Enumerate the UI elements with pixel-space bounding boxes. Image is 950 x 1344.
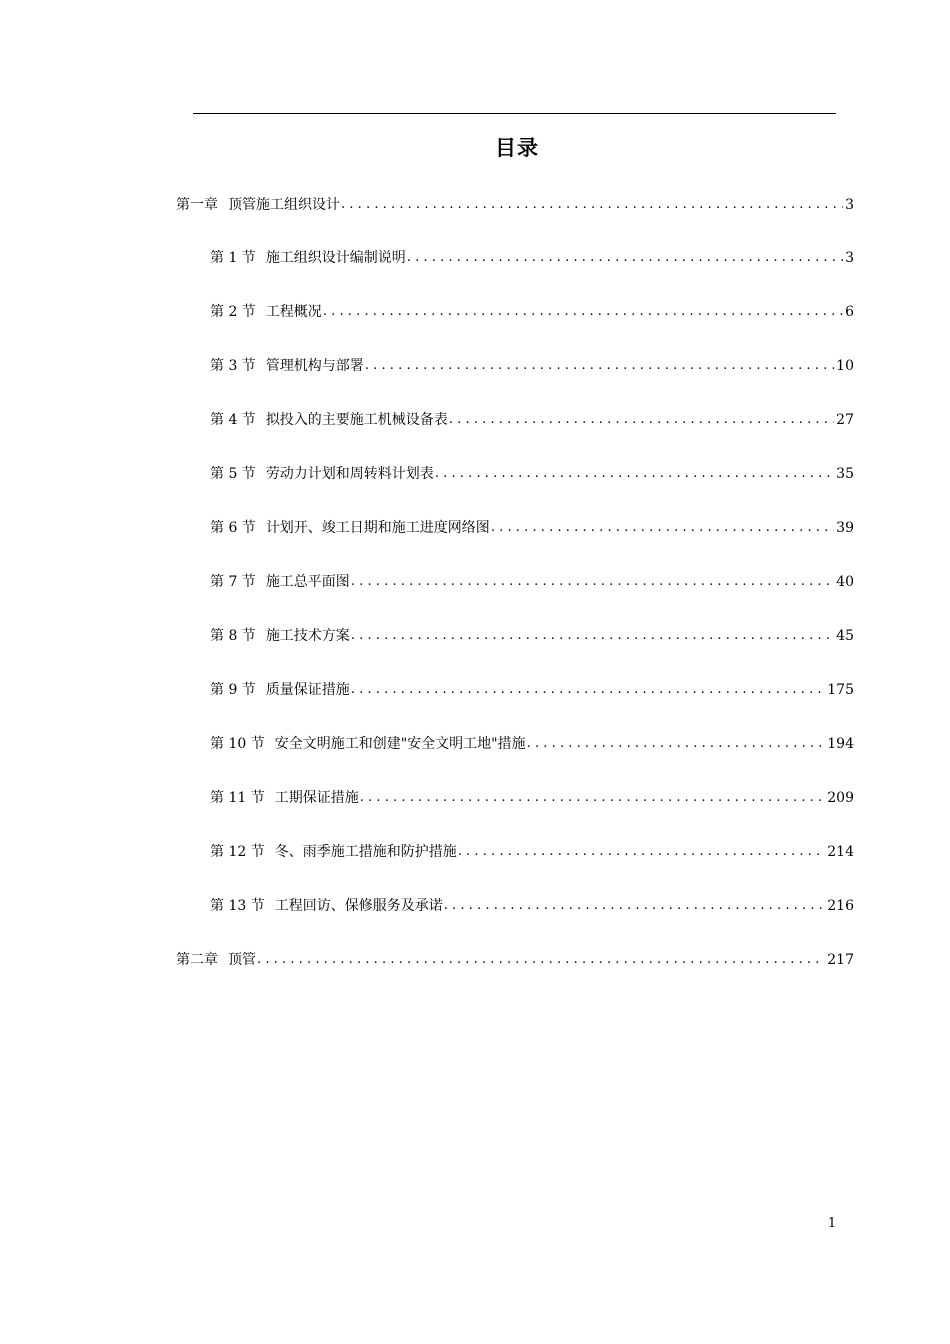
toc-entry-page: 175 bbox=[827, 682, 854, 698]
toc-entry-number: 第 2 节 bbox=[210, 304, 256, 320]
toc-dot-leader bbox=[407, 248, 843, 268]
toc-dot-leader bbox=[351, 626, 834, 646]
toc-entry-title: 拟投入的主要施工机械设备表 bbox=[265, 412, 448, 428]
toc-entry-page: 10 bbox=[836, 358, 854, 374]
page-number: 1 bbox=[827, 1216, 837, 1231]
toc-entry-title: 管理机构与部署 bbox=[265, 358, 364, 374]
toc-entry-title: 质量保证措施 bbox=[265, 682, 350, 698]
toc-entry-title: 安全文明施工和创建"安全文明工地"措施 bbox=[274, 736, 526, 752]
toc-entry-page: 216 bbox=[827, 898, 854, 914]
toc-entry-section-9[interactable] bbox=[210, 680, 854, 700]
toc-entry-page: 35 bbox=[836, 466, 854, 482]
toc-dot-leader bbox=[341, 195, 843, 215]
toc-entry-number: 第 3 节 bbox=[210, 358, 256, 374]
toc-entry-section-6[interactable] bbox=[210, 518, 854, 538]
toc-entry-number: 第 11 节 bbox=[210, 790, 265, 806]
toc-dot-leader bbox=[351, 680, 825, 700]
toc-entry-number: 第 7 节 bbox=[210, 574, 256, 590]
toc-entry-title: 工程回访、保修服务及承诺 bbox=[274, 898, 443, 914]
toc-entry-page: 39 bbox=[836, 520, 854, 536]
toc-entry-title: 顶管 bbox=[228, 952, 256, 968]
toc-entry-title: 施工总平面图 bbox=[265, 574, 350, 590]
toc-entry-page: 214 bbox=[827, 844, 854, 860]
toc-entry-page: 3 bbox=[845, 250, 854, 266]
toc-entry-number: 第 6 节 bbox=[210, 520, 256, 536]
toc-entry-number: 第 9 节 bbox=[210, 682, 256, 698]
toc-dot-leader bbox=[365, 356, 834, 376]
toc-entry-section-5[interactable] bbox=[210, 464, 854, 484]
toc-dot-leader bbox=[435, 464, 834, 484]
toc-dot-leader bbox=[351, 572, 834, 592]
toc-entry-title: 施工组织设计编制说明 bbox=[265, 250, 406, 266]
toc-entry-page: 27 bbox=[836, 412, 854, 428]
toc-dot-leader bbox=[458, 842, 826, 862]
toc-entry-page: 194 bbox=[827, 736, 854, 752]
toc-entry-number: 第 12 节 bbox=[210, 844, 265, 860]
toc-entry-page: 40 bbox=[836, 574, 854, 590]
toc-entry-number: 第二章 bbox=[176, 952, 218, 968]
toc-entry-title: 计划开、竣工日期和施工进度网络图 bbox=[265, 520, 490, 536]
toc-entry-page: 3 bbox=[845, 197, 854, 213]
toc-dot-leader bbox=[323, 302, 843, 322]
toc-dot-leader bbox=[527, 734, 826, 754]
toc-entry-chapter-2[interactable] bbox=[176, 950, 854, 970]
toc-title: 目录 bbox=[495, 136, 539, 160]
toc-entry-page: 217 bbox=[827, 952, 854, 968]
toc-entry-title: 施工技术方案 bbox=[265, 628, 350, 644]
toc-entry-page: 209 bbox=[827, 790, 854, 806]
toc-entry-number: 第 5 节 bbox=[210, 466, 256, 482]
toc-entry-page: 45 bbox=[836, 628, 854, 644]
toc-entry-number: 第 10 节 bbox=[210, 736, 265, 752]
toc-entry-title: 冬、雨季施工措施和防护措施 bbox=[274, 844, 457, 860]
toc-entry-number: 第 13 节 bbox=[210, 898, 265, 914]
toc-entry-title: 工程概况 bbox=[265, 304, 322, 320]
toc-dot-leader bbox=[360, 788, 826, 808]
toc-dot-leader bbox=[491, 518, 834, 538]
toc-entry-chapter-1[interactable] bbox=[176, 195, 854, 215]
toc-entry-section-1[interactable] bbox=[210, 248, 854, 268]
toc-entry-section-4[interactable] bbox=[210, 410, 854, 430]
toc-entry-section-7[interactable] bbox=[210, 572, 854, 592]
toc-entry-section-13[interactable] bbox=[210, 896, 854, 916]
toc-entry-number: 第 8 节 bbox=[210, 628, 256, 644]
toc-entry-title: 顶管施工组织设计 bbox=[228, 197, 340, 213]
toc-entry-title: 工期保证措施 bbox=[274, 790, 359, 806]
toc-entry-number: 第一章 bbox=[176, 197, 218, 213]
toc-entry-section-12[interactable] bbox=[210, 842, 854, 862]
toc-dot-leader bbox=[449, 410, 834, 430]
toc-dot-leader bbox=[257, 950, 825, 970]
toc-entry-section-11[interactable] bbox=[210, 788, 854, 808]
toc-entry-page: 6 bbox=[845, 304, 854, 320]
toc-entry-section-2[interactable] bbox=[210, 302, 854, 322]
toc-entry-section-3[interactable] bbox=[210, 356, 854, 376]
toc-entry-section-10[interactable] bbox=[210, 734, 854, 754]
toc-entry-number: 第 4 节 bbox=[210, 412, 256, 428]
toc-entry-title: 劳动力计划和周转料计划表 bbox=[265, 466, 434, 482]
toc-dot-leader bbox=[444, 896, 826, 916]
toc-entry-number: 第 1 节 bbox=[210, 250, 256, 266]
toc-entry-section-8[interactable] bbox=[210, 626, 854, 646]
